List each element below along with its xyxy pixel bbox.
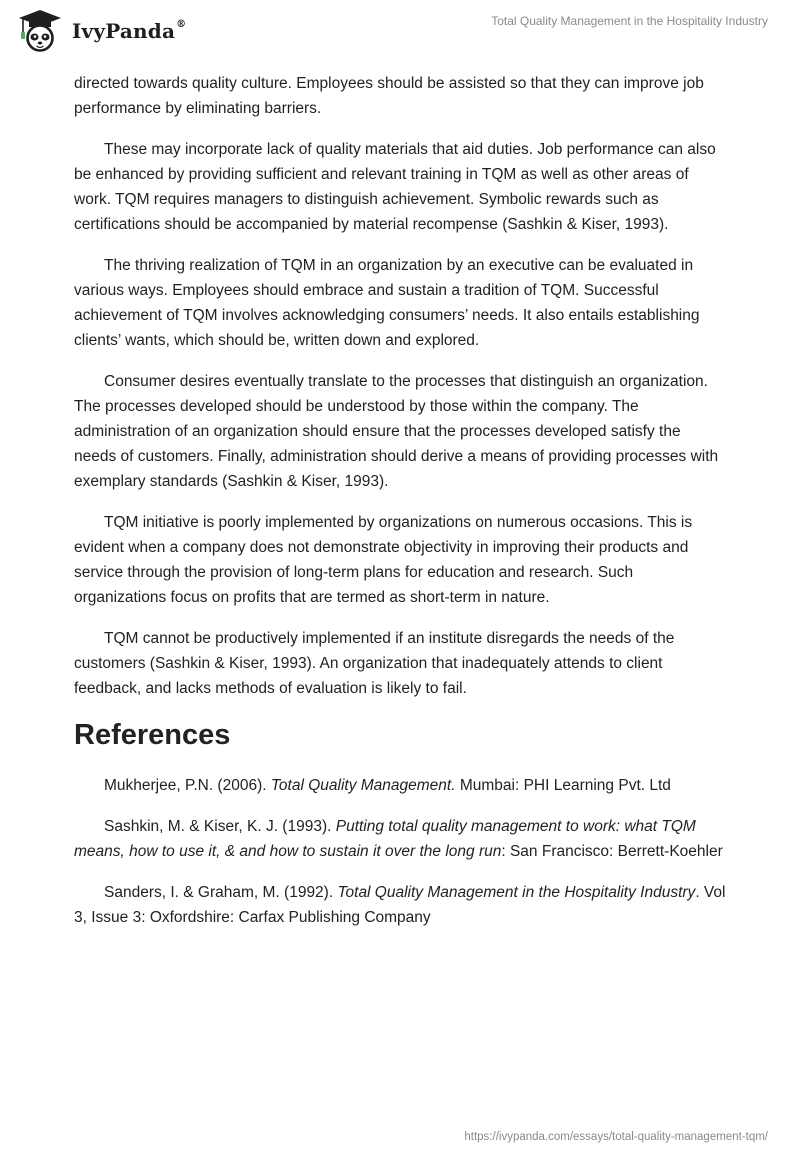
panda-graduate-icon: [15, 7, 65, 53]
page-header: [0, 0, 800, 60]
paragraph: TQM initiative is poorly implemented by organizations on numerous occasions. This is evident when a company does not demonstrate objectivity in improving their products and service through the provision of long-term plans for education and research. Such organizations focus on profits that are termed as short-term in nature.: [74, 514, 693, 606]
essay-content: [74, 71, 726, 946]
paragraph: TQM cannot be productively implemented if an institute disregards the needs of the customers (Sashkin & Kiser, 1993). An organization that inadequately attends to client feedback, and lacks methods of evaluation is likely to fail.: [74, 630, 675, 697]
reference-item: Sanders, I. & Graham, M. (1992). Total Quality Management in the Hospitality Industry. Vol 3, Issue 3: Oxfordshire: Carfax Publishing Company: [74, 884, 726, 926]
paragraph: These may incorporate lack of quality materials that aid duties. Job performance can also be enhanced by providing sufficient and relevant training in TQM as well as other areas of work. TQM requires managers to distinguish achievement. Symbolic rewards such as certifications should be accompanied by material recompense (Sashkin & Kiser, 1993).: [74, 141, 716, 233]
paragraph: directed towards quality culture. Employees should be assisted so that they can improve job performance by eliminating barriers.: [74, 75, 704, 117]
document-title: Total Quality Management in the Hospitality Industry: [491, 14, 768, 28]
brand-name: IvyPanda®: [72, 19, 187, 43]
paragraph: The thriving realization of TQM in an organization by an executive can be evaluated in various ways. Employees should embrace and sustain a tradition of TQM. Successful achievement of TQM involves acknowledging consumers’ needs. It also entails establishing clients’ wants, which should be, written down and explored.: [74, 257, 700, 349]
brand-logo[interactable]: [15, 7, 186, 53]
paragraph: Consumer desires eventually translate to the processes that distinguish an organization. The processes developed should be understood by those within the company. The administration of an organization should ensure that the processes developed satisfy the needs of customers. Finally, administration should derive a means of providing processes with exemplary standards (Sashkin & Kiser, 1993).: [74, 373, 719, 490]
references-heading: References: [74, 719, 231, 751]
reference-item: Sashkin, M. & Kiser, K. J. (1993). Putting total quality management to work: what TQM means, how to use it, & and how to sustain it over the long run: San Francisco: Berrett-Koehler: [74, 818, 723, 860]
source-url-link[interactable]: https://ivypanda.com/essays/total-quality-management-tqm/: [464, 1131, 768, 1143]
reference-item: Mukherjee, P.N. (2006). Total Quality Management. Mumbai: PHI Learning Pvt. Ltd: [104, 777, 671, 794]
